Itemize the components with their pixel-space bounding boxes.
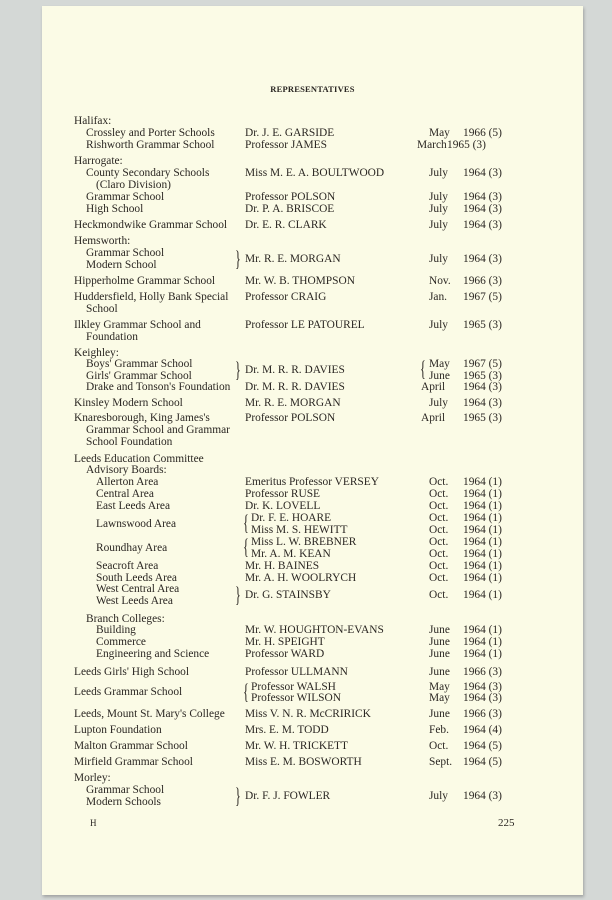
representative-name: Professor CRAIG (245, 291, 327, 303)
representative-name: Mr. H. BAINES (245, 560, 320, 572)
list-item (42, 412, 583, 424)
list-item (42, 397, 583, 409)
term-year: 1967 (5) (463, 291, 502, 303)
term-year: 1964 (1) (463, 589, 502, 601)
list-item (42, 488, 583, 500)
closing-brace-icon: } (235, 582, 241, 607)
institution-name: East Leeds Area (96, 500, 171, 512)
institution-name: County Secondary Schools (86, 167, 210, 179)
list-item (42, 424, 583, 436)
term-year: 1964 (1) (463, 524, 502, 536)
term-month: Feb. (429, 724, 449, 736)
document-page (42, 6, 583, 895)
list-item (42, 756, 583, 768)
term-year: 1965 (3) (463, 370, 502, 382)
institution-name: Advisory Boards: (86, 464, 167, 476)
representative-name: Dr. M. R. R. DAVIES (245, 381, 345, 393)
institution-name: Building (96, 624, 136, 636)
term-year: 1964 (1) (463, 636, 502, 648)
list-item (42, 179, 583, 191)
list-item (42, 548, 583, 560)
term-month: Oct. (429, 500, 449, 512)
term-year: 1966 (5) (463, 127, 502, 139)
institution-name: Leeds Education Committee (74, 453, 204, 465)
term-year: 1964 (1) (463, 548, 502, 560)
representative-name: Mr. W. H. TRICKETT (245, 740, 348, 752)
term-month: Sept. (429, 756, 453, 768)
term-month: Oct. (429, 476, 449, 488)
list-item (42, 692, 583, 704)
representative-name: Dr. F. E. HOARE (251, 512, 332, 524)
closing-brace-icon: } (235, 783, 241, 808)
term-year: 1964 (3) (463, 692, 502, 704)
closing-brace-icon: } (235, 357, 241, 382)
opening-brace-icon: { (420, 356, 426, 381)
term-year: 1964 (3) (463, 381, 502, 393)
representative-name: Miss M. S. HEWITT (251, 524, 348, 536)
institution-name: Keighley: (74, 347, 119, 359)
institution-name: Hipperholme Grammar School (74, 275, 216, 287)
institution-name: Grammar School (86, 247, 165, 259)
representative-name: Miss M. E. A. BOULTWOOD (245, 167, 385, 179)
list-item (42, 235, 583, 247)
institution-name: West Central Area (96, 583, 180, 595)
term-year: 1966 (3) (463, 275, 502, 287)
term-year: 1964 (3) (463, 167, 502, 179)
term-month: Oct. (429, 740, 449, 752)
institution-name: Lupton Foundation (74, 724, 162, 736)
representative-name: Mr. R. E. MORGAN (245, 397, 341, 409)
institution-name: Huddersfield, Holly Bank Special (74, 291, 229, 303)
representative-name: Mr. H. SPEIGHT (245, 636, 325, 648)
representative-name: Mrs. E. M. TODD (245, 724, 329, 736)
institution-name: Central Area (96, 488, 154, 500)
term-year: 1964 (1) (463, 488, 502, 500)
list-item (42, 191, 583, 203)
institution-name: Seacroft Area (96, 560, 159, 572)
term-year: 1964 (3) (463, 219, 502, 231)
term-month: March (417, 139, 447, 151)
list-item (42, 219, 583, 231)
term-month: July (429, 319, 448, 331)
list-item (42, 648, 583, 660)
institution-name: Malton Grammar School (74, 740, 188, 752)
term-month: May (429, 692, 450, 704)
institution-name: Halifax: (74, 115, 112, 127)
term-month: Oct. (429, 512, 449, 524)
institution-name: Foundation (86, 331, 138, 343)
term-month: July (429, 253, 448, 265)
term-year: 1964 (1) (463, 560, 502, 572)
representative-name: Professor RUSE (245, 488, 320, 500)
term-month: April (421, 412, 446, 424)
term-year: 1964 (3) (463, 397, 502, 409)
list-item (42, 357, 583, 382)
institution-name: Leeds Grammar School (74, 686, 183, 698)
term-month: June (429, 708, 450, 720)
institution-name: Allerton Area (96, 476, 159, 488)
opening-brace-icon: { (243, 534, 249, 559)
representative-name: Mr. W. B. THOMPSON (245, 275, 355, 287)
representative-name: Professor LE PATOUREL (245, 319, 365, 331)
list-item (42, 155, 583, 167)
term-month: May (429, 681, 450, 693)
institution-name: Leeds, Mount St. Mary's College (74, 708, 225, 720)
term-month: Oct. (429, 524, 449, 536)
list-item (42, 476, 583, 488)
term-month: June (429, 648, 450, 660)
term-year: 1964 (1) (463, 624, 502, 636)
term-year: 1964 (3) (463, 253, 502, 265)
representative-name: Emeritus Professor VERSEY (245, 476, 379, 488)
list-item (42, 708, 583, 720)
term-year: 1964 (3) (463, 203, 502, 215)
institution-name: Drake and Tonson's Foundation (86, 381, 231, 393)
list-item (42, 303, 583, 315)
representative-name: Miss L. W. BREBNER (251, 536, 357, 548)
term-month: Jan. (429, 291, 448, 303)
representative-name: Dr. P. A. BRISCOE (245, 203, 335, 215)
term-year: 1966 (3) (463, 708, 502, 720)
term-month: July (429, 167, 448, 179)
term-month: April (421, 381, 446, 393)
closing-brace-icon: } (235, 246, 241, 271)
term-year: 1965 (3) (447, 139, 486, 151)
representative-name: Professor JAMES (245, 139, 327, 151)
list-item (42, 275, 583, 287)
term-year: 1966 (3) (463, 666, 502, 678)
institution-name: Commerce (96, 636, 146, 648)
institution-name: Engineering and Science (96, 648, 210, 660)
institution-name: Modern Schools (86, 796, 161, 808)
list-item (42, 582, 583, 607)
representative-name: Miss V. N. R. McCRIRICK (245, 708, 371, 720)
representative-name: Dr. K. LOVELL (245, 500, 321, 512)
list-item (42, 127, 583, 139)
term-month: May (429, 358, 450, 370)
term-year: 1964 (1) (463, 476, 502, 488)
list-item (42, 115, 583, 127)
representative-name: Mr. A. M. KEAN (251, 548, 331, 560)
representative-name: Dr. M. R. R. DAVIES (245, 364, 345, 376)
representative-name: Professor ULLMANN (245, 666, 348, 678)
institution-name: Kinsley Modern School (74, 397, 183, 409)
list-item (42, 524, 583, 536)
term-month: June (429, 636, 450, 648)
list-item (42, 636, 583, 648)
signature-mark: H (90, 818, 97, 828)
institution-name: Grammar School and Grammar (86, 424, 230, 436)
institution-name: Mirfield Grammar School (74, 756, 193, 768)
term-year: 1967 (5) (463, 358, 502, 370)
list-item (42, 500, 583, 512)
institution-name: School Foundation (86, 436, 173, 448)
representative-name: Professor POLSON (245, 412, 336, 424)
institution-name: South Leeds Area (96, 572, 177, 584)
institution-name: West Leeds Area (96, 595, 173, 607)
institution-name: Crossley and Porter Schools (86, 127, 215, 139)
list-item (42, 319, 583, 331)
term-month: June (429, 370, 450, 382)
institution-name: High School (86, 203, 144, 215)
institution-name: Hemsworth: (74, 235, 131, 247)
term-year: 1964 (1) (463, 536, 502, 548)
list-item (42, 203, 583, 215)
term-month: July (429, 191, 448, 203)
list-item (42, 724, 583, 736)
opening-brace-icon: { (243, 679, 249, 704)
list-item (42, 331, 583, 343)
institution-name: Leeds Girls' High School (74, 666, 189, 678)
opening-brace-icon: { (243, 510, 249, 535)
term-year: 1964 (1) (463, 648, 502, 660)
list-item (42, 666, 583, 678)
list-item (42, 381, 583, 393)
term-year: 1964 (3) (463, 191, 502, 203)
representative-name: Mr. W. HOUGHTON-EVANS (245, 624, 384, 636)
term-month: Oct. (429, 560, 449, 572)
term-month: Oct. (429, 536, 449, 548)
representative-name: Mr. A. H. WOOLRYCH (245, 572, 357, 584)
term-year: 1964 (3) (463, 790, 502, 802)
representative-name: Mr. R. E. MORGAN (245, 253, 341, 265)
institution-name: Branch Colleges: (86, 613, 165, 625)
institution-name: Heckmondwike Grammar School (74, 219, 228, 231)
term-month: June (429, 624, 450, 636)
representative-name: Dr. G. STAINSBY (245, 589, 331, 601)
representative-name: Professor POLSON (245, 191, 336, 203)
term-month: June (429, 666, 450, 678)
term-year: 1964 (5) (463, 756, 502, 768)
term-month: Oct. (429, 488, 449, 500)
institution-name: Grammar School (86, 784, 165, 796)
list-item (42, 291, 583, 303)
institution-name: Girls' Grammar School (86, 370, 192, 382)
institution-name: Modern School (86, 259, 157, 271)
term-month: May (429, 127, 450, 139)
term-year: 1964 (5) (463, 740, 502, 752)
list-item (42, 772, 583, 784)
term-month: Oct. (429, 548, 449, 560)
institution-name: Morley: (74, 772, 111, 784)
institution-name: Roundhay Area (96, 542, 168, 554)
term-month: Nov. (429, 275, 451, 287)
institution-name: Boys' Grammar School (86, 358, 193, 370)
institution-name: Rishworth Grammar School (86, 139, 215, 151)
list-item (42, 246, 583, 271)
institution-name: Harrogate: (74, 155, 123, 167)
term-year: 1964 (1) (463, 500, 502, 512)
term-month: July (429, 219, 448, 231)
representative-name: Professor WARD (245, 648, 325, 660)
page-title: REPRESENTATIVES (270, 84, 355, 94)
list-item (42, 464, 583, 476)
list-item (42, 624, 583, 636)
institution-name: (Claro Division) (96, 179, 171, 191)
representative-name: Professor WALSH (251, 681, 336, 693)
representative-name: Professor WILSON (251, 692, 341, 704)
list-item (42, 783, 583, 808)
institution-name: Ilkley Grammar School and (74, 319, 201, 331)
representative-name: Miss E. M. BOSWORTH (245, 756, 362, 768)
representative-name: Dr. E. R. CLARK (245, 219, 327, 231)
institution-name: Lawnswood Area (96, 518, 177, 530)
term-year: 1964 (4) (463, 724, 502, 736)
term-month: Oct. (429, 572, 449, 584)
term-year: 1965 (3) (463, 412, 502, 424)
representative-name: Dr. J. E. GARSIDE (245, 127, 335, 139)
list-item (42, 436, 583, 448)
list-item (42, 139, 583, 151)
term-month: July (429, 203, 448, 215)
institution-name: School (86, 303, 118, 315)
page-number: 225 (498, 817, 515, 829)
list-item (42, 560, 583, 572)
institution-name: Knaresborough, King James's (74, 412, 210, 424)
term-month: July (429, 397, 448, 409)
institution-name: Grammar School (86, 191, 165, 203)
list-item (42, 167, 583, 179)
representative-name: Dr. F. J. FOWLER (245, 790, 331, 802)
list-item (42, 740, 583, 752)
term-year: 1964 (3) (463, 681, 502, 693)
term-month: July (429, 790, 448, 802)
term-year: 1965 (3) (463, 319, 502, 331)
term-month: Oct. (429, 589, 449, 601)
term-year: 1964 (1) (463, 572, 502, 584)
term-year: 1964 (1) (463, 512, 502, 524)
